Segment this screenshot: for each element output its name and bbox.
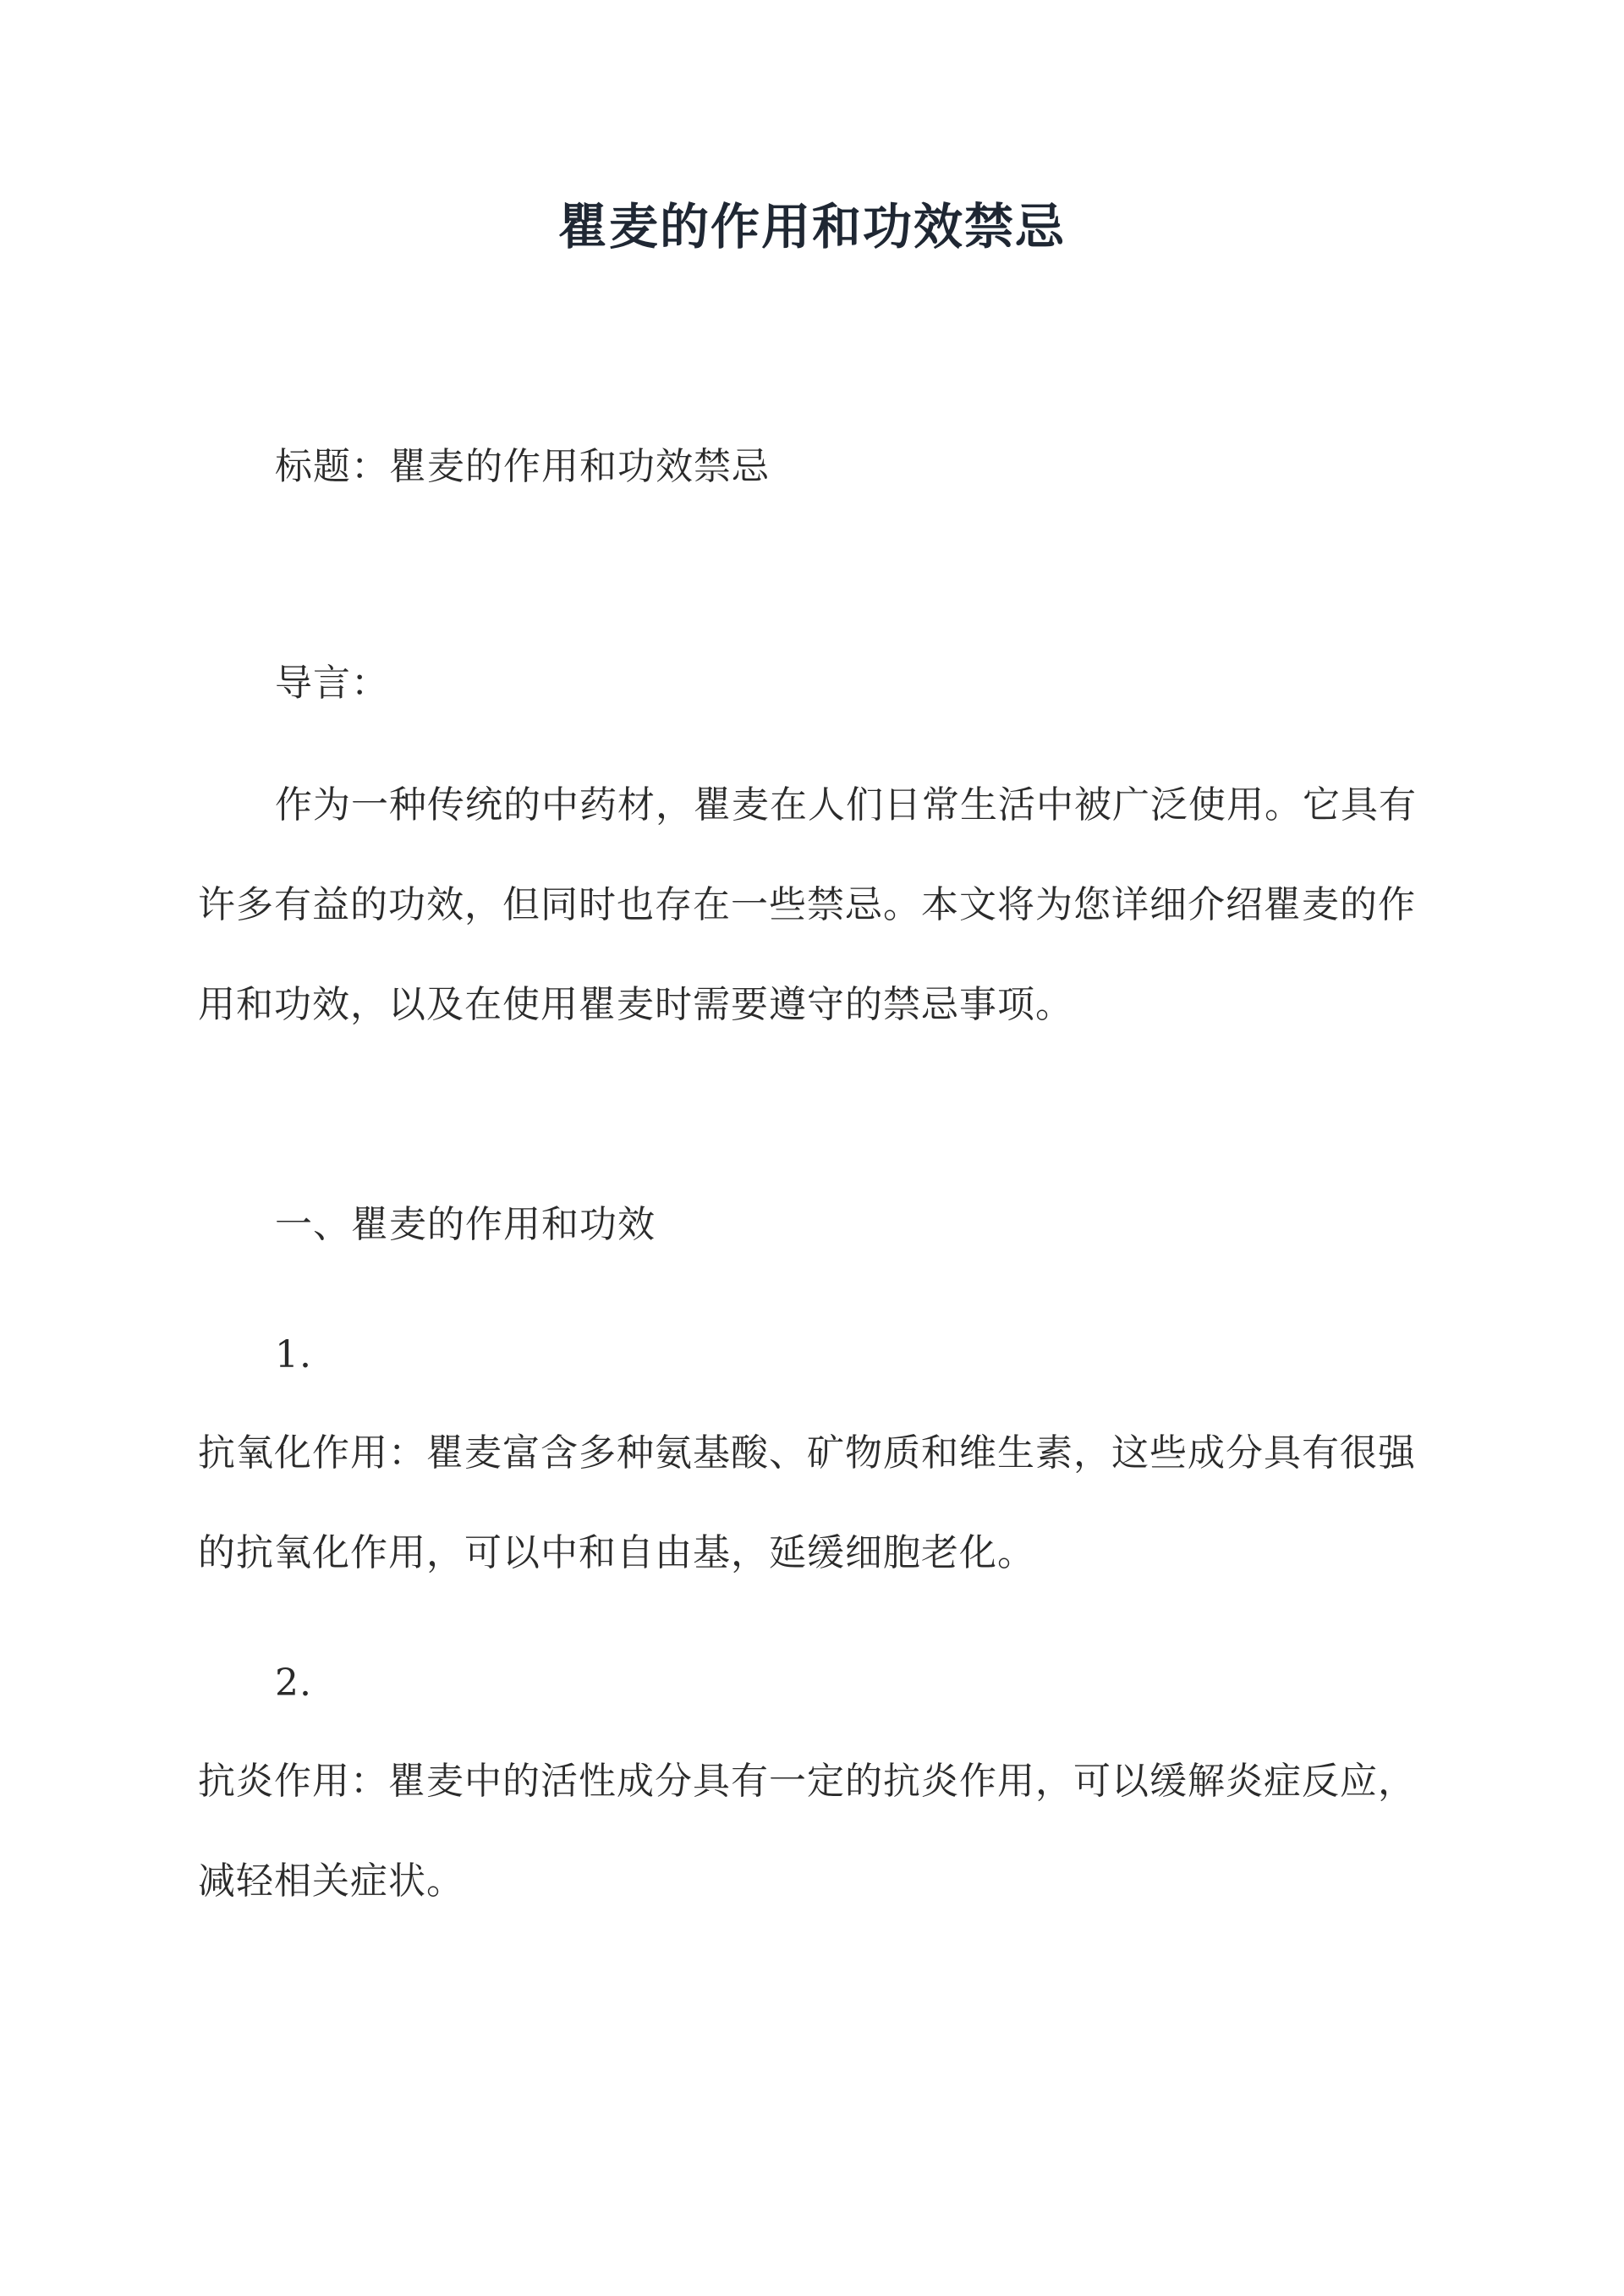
item-text-line: 减轻相关症状。 xyxy=(198,1859,464,1903)
intro-paragraph-line: 用和功效，以及在使用瞿麦时需要遵守的禁忌事项。 xyxy=(198,983,1073,1026)
item-number: 1. xyxy=(275,1333,312,1376)
item-text-line: 的抗氧化作用，可以中和自由基，延缓细胞老化。 xyxy=(198,1531,1035,1574)
document-title: 瞿麦的作用和功效禁忌 xyxy=(557,198,1066,255)
intro-heading: 导言： xyxy=(275,662,389,705)
item-text-line: 抗炎作用：瞿麦中的活性成分具有一定的抗炎作用，可以缓解炎症反应， xyxy=(198,1760,1416,1803)
intro-paragraph-line: 许多有益的功效，但同时也存在一些禁忌。本文将为您详细介绍瞿麦的作 xyxy=(198,883,1416,926)
section-heading: 一、瞿麦的作用和功效 xyxy=(275,1203,656,1246)
item-text-line: 抗氧化作用：瞿麦富含多种氨基酸、矿物质和维生素，这些成分具有很强 xyxy=(198,1431,1416,1475)
intro-paragraph-line: 作为一种传统的中药材，瞿麦在人们日常生活中被广泛使用。它具有 xyxy=(275,783,1417,827)
item-number: 2. xyxy=(275,1662,312,1705)
subtitle-line: 标题：瞿麦的作用和功效禁忌 xyxy=(275,445,770,488)
